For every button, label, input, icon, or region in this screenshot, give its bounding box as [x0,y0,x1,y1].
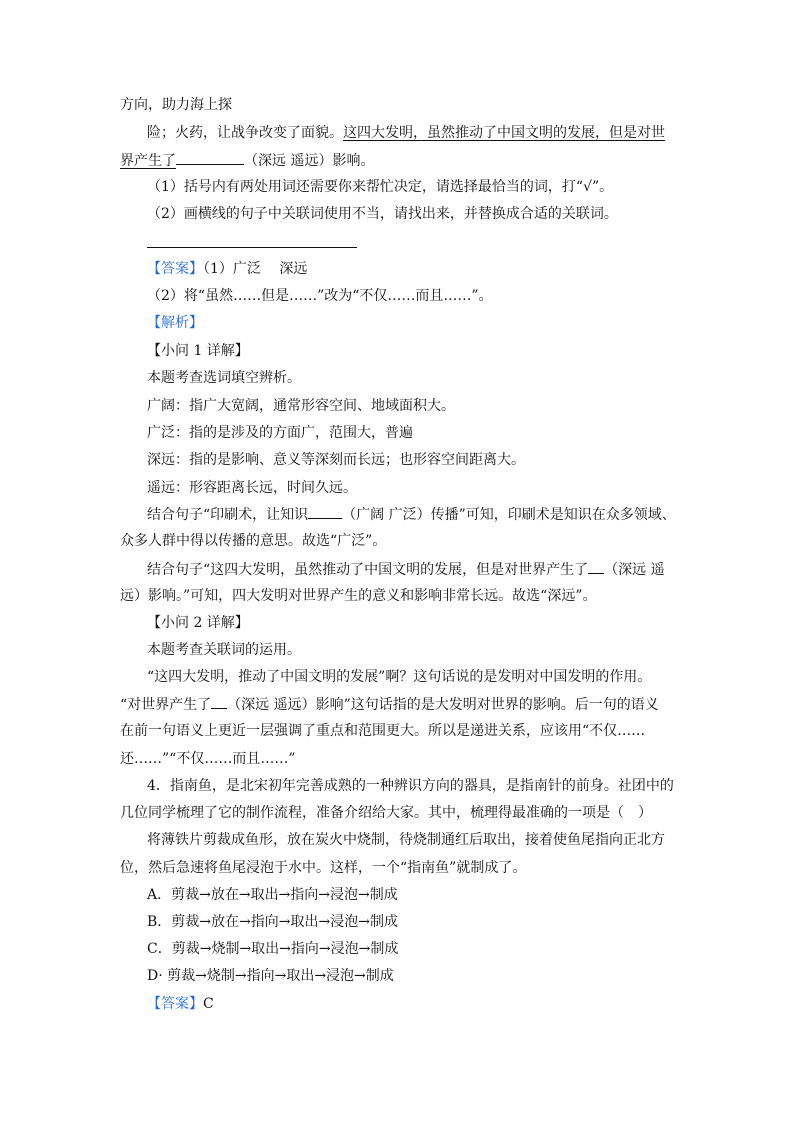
underlined-sentence: 界产生了 [120,153,176,169]
option-c: C．剪裁→烧制→取出→指向→浸泡→制成 [147,941,399,957]
text-line: 众多人群中得以传播的意思。故选“广泛”。 [120,533,387,549]
answer-line-1: 【答案】（1）广泛 深远 [147,261,308,277]
text-line: 遥远：形容距离长远，时间久远。 [147,480,357,496]
question-passage: 位，然后急速将鱼尾浸泡于水中。这样，一个“指南鱼”就制成了。 [120,860,527,876]
text-line: “这四大发明，推动了中国文明的发展”啊？这句话说的是发明对中国发明的作用。 [147,669,652,685]
subquestion-heading: 【小问 2 详解】 [147,615,249,631]
fill-blank [308,504,342,519]
answer-line-2: （2）将“虽然……但是……”改为“不仅……而且……”。 [147,288,493,304]
underlined-sentence: 这四大发明，虽然推动了中国文明的发展，但是对世 [343,125,665,141]
analysis-tag: 【解析】 [147,315,203,331]
answer-tag: 【答案】 [147,261,203,277]
question-stem: 几位同学梳理了它的制作流程，准备介绍给大家。其中，梳理得最准确的一项是（ ） [120,805,652,821]
option-b: B．剪裁→放在→指向→取出→浸泡→制成 [147,914,398,930]
question-item: （2）画横线的句子中关联词使用不当，请找出来，并替换成合适的关联词。 [147,206,618,222]
question-passage: 将薄铁片剪裁成鱼形，放在炭火中烧制，待烧制通红后取出，接着使鱼尾指向正北方 [147,832,665,848]
text-line: 在前一句语义上更近一层强调了重点和范围更大。所以是递进关系，应该用“不仅…… [120,723,646,739]
question-item: （1）括号内有两处用词还需要你来帮忙决定，请选择最恰当的词，打“√”。 [147,179,614,195]
text-line: 方向，助力海上探 [120,97,232,113]
text-line: 险；火药，让战争改变了面貌。这四大发明，虽然推动了中国文明的发展，但是对世 [147,125,665,141]
text-line: 本题考查关联词的运用。 [147,642,301,658]
fill-blank [588,559,604,574]
answer-line [147,247,357,248]
text-line: 广阔：指广大宽阔，通常形容空间、地域面积大。 [147,398,455,414]
text-line: 结合句子“印刷术，让知识 （广阔 广泛）传播”可知，印刷术是知识在众多领域、 [147,504,676,524]
text-line: 界产生了 （深远 遥远）影响。 [120,150,374,170]
subquestion-heading: 【小问 1 详解】 [147,343,249,359]
text-line: 广泛：指的是涉及的方面广，范围大，普遍 [147,425,413,441]
text-line: 本题考查选词填空辨析。 [147,370,301,386]
text-line: 深远：指的是影响、意义等深刻而长远；也形容空间距离大。 [147,452,525,468]
option-a: A．剪裁→放在→取出→指向→浸泡→制成 [147,887,398,903]
answer-tag: 【答案】 [147,996,203,1012]
option-d: D· 剪裁→烧制→指向→取出→浸泡→制成 [147,968,394,984]
fill-blank [211,694,227,709]
text-line: “对世界产生了 （深远 遥远）影响”这句话指的是大发明对世界的影响。后一句的语义 [120,694,659,714]
text-line: 远）影响。”可知，四大发明对世界产生的意义和影响非常长远。故选“深远”。 [120,588,597,604]
answer-line-4: 【答案】C [147,996,214,1012]
question-stem: 4．指南鱼，是北宋初年完善成熟的一种辨识方向的器具，是指南针的前身。社团中的 [147,778,674,794]
text-line: 结合句子“这四大发明，虽然推动了中国文明的发展，但是对世界产生了 （深远 遥 [147,559,665,579]
fill-blank [176,150,244,165]
text-line: 还……”“不仅……而且……” [120,751,296,767]
